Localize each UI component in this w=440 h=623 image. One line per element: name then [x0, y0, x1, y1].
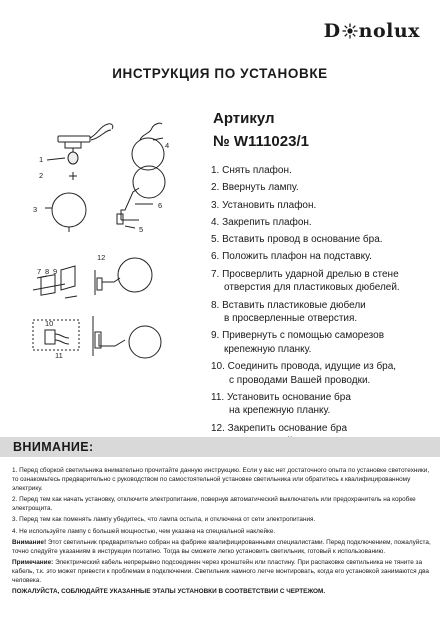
step-item: 12. Закрепить основание бра [211, 422, 348, 434]
step-item: 2. Ввернуть лампу. [211, 182, 299, 194]
diagram-label-11: 11 [55, 351, 63, 360]
diagram-label-6: 6 [158, 201, 163, 210]
diagram-label-3: 3 [33, 205, 38, 214]
step-item: 9. Привернуть с помощью саморезов крепежную планку. [211, 330, 385, 355]
diagram-label-9: 9 [53, 267, 58, 276]
diagram-label-12: 12 [97, 253, 106, 262]
mounted-sconce-figure [93, 316, 161, 358]
step-item: 6. Положить плафон на подставку. [211, 251, 372, 263]
article-label: Артикул [213, 110, 275, 127]
note-text: Электрический кабель непрерывно подсоединен через кронштейн или пластину. При распаковке светильника не тяните за кабель, т.к. это может привести к проблемам в подключении. Светильник намного легче монтировать, когда его установкой занимаются два человека. [12, 559, 429, 584]
diagram-label-5: 5 [139, 225, 144, 234]
diagram-label-7: 7 [37, 267, 42, 276]
warning-item: 2. Перед тем как начать установку, отключите электропитание, повернув автоматический выключатель или предохранитель на коробке электрощита. [12, 495, 416, 512]
diagram-label-1: 1 [39, 155, 44, 164]
brand-name-left: D [323, 20, 341, 42]
diagram-label-8: 8 [45, 267, 50, 276]
step-item: 1. Снять плафон. [211, 165, 292, 176]
step-item: 3. Установить плафон. [211, 199, 317, 211]
attention-label: Внимание! [12, 538, 47, 546]
warning-title: ВНИМАНИЕ: [13, 440, 94, 454]
sconce-arm-figure [117, 166, 165, 228]
diagram-label-10: 10 [45, 319, 54, 328]
sun-logo-icon [342, 23, 358, 39]
warning-notes [12, 467, 432, 600]
step-item: 11. Установить основание бра на крепежную планку. [211, 391, 351, 417]
sconce-side-figure [95, 258, 152, 295]
diagram-label-4: 4 [165, 141, 170, 150]
warning-item: 4. Не используйте лампу с большей мощностью, чем указана на специальной наклейке. [12, 527, 276, 535]
note-label: Примечание: [12, 559, 54, 567]
final-instruction: ПОЖАЛУЙСТА, СОБЛЮДАЙТЕ УКАЗАННЫЕ ЭТАПЫ УСТАНОВКИ В СООТВЕТСТВИИ С ЧЕРТЕЖОМ. [12, 588, 326, 596]
step-item: 7. Просверлить ударной дрелью в стене отверстия для пластиковых дюбелей. [211, 268, 400, 294]
wire-connection-figure [33, 320, 79, 350]
installation-steps [211, 164, 433, 453]
diagram-label-2: 2 [39, 171, 44, 180]
attention-paragraph [12, 539, 432, 557]
brand-name-right: nolux [358, 20, 420, 42]
page-title: ИНСТРУКЦИЯ ПО УСТАНОВКЕ [112, 66, 328, 81]
globe-figure-left [45, 193, 86, 232]
step-item: 4. Закрепить плафон. [211, 216, 312, 228]
step-item: 10. Соединить провода, идущие из бра, с проводами Вашей проводки. [211, 361, 397, 386]
note-paragraph [12, 559, 432, 585]
warning-item: 1. Перед сборкой светильника внимательно прочитайте данную инструкцию. Если у вас нет достаточного опыта по установке светотехники, то ознакомьтесь предварительно с руководством по самостоятельной установке светильника или обратитесь к квалифицированному электрику. [12, 467, 430, 492]
article-number: № W111023/1 [213, 133, 309, 150]
canopy-lamp-figure [47, 124, 113, 180]
step-item: 8. Вставить пластиковые дюбели в просверленные отверстия. [211, 299, 366, 325]
attention-text: Этот светильник предварительно собран на фабрике квалифицированными специалистами. Перед подключением, пожалуйста, точно следуйте указаниям в инструкции поэтапно. Тогда вы сможете легко установить светильник, готовый к использованию. [12, 538, 431, 555]
step-item: 5. Вставить провод в основание бра. [211, 234, 383, 246]
globe-figure-top [132, 123, 164, 170]
warning-item: 3. Перед тем как поменять лампу убедитесь, что лампа остыла, и отключена от сети электропитания. [12, 516, 316, 524]
installation-diagrams [25, 120, 200, 365]
brand-logo [324, 20, 420, 42]
